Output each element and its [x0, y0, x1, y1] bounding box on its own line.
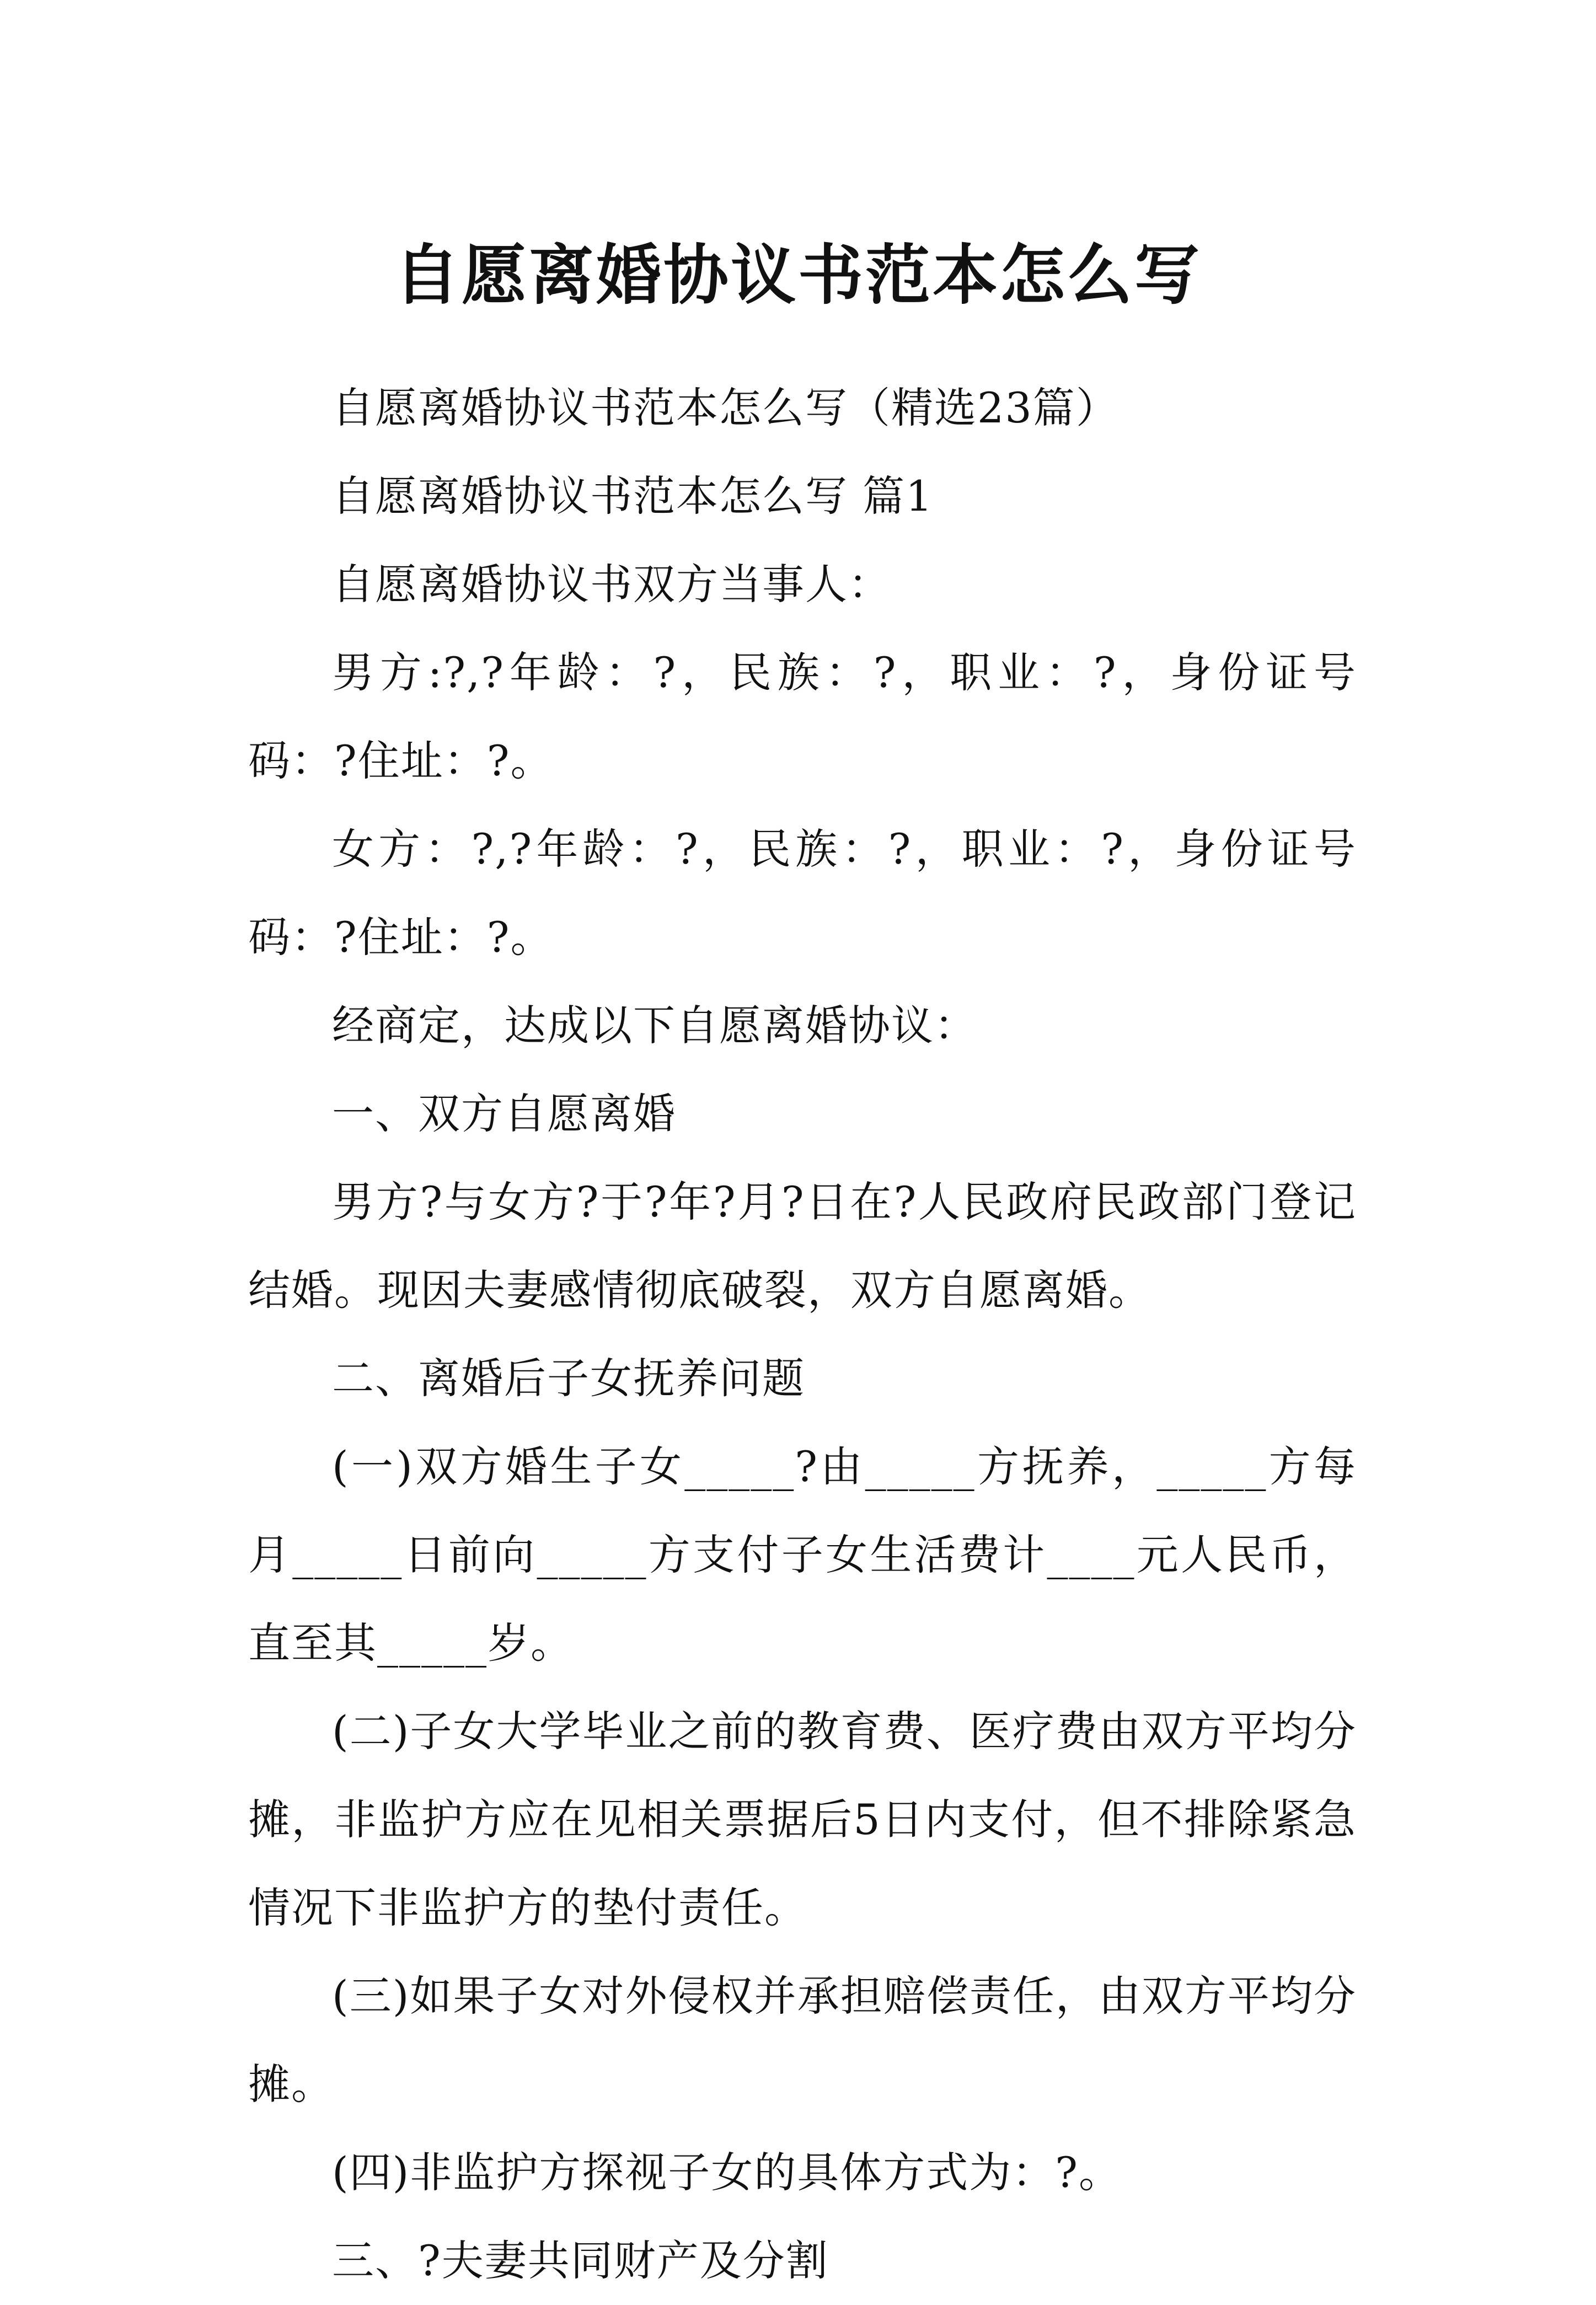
paragraph-parties-intro: 自愿离婚协议书双方当事人：	[332, 560, 891, 609]
clause-2-item-1: (一)双方婚生子女_____?由_____方抚养，_____方每月_____日前向_____方支付子女生活费计____元人民币，直至其_____岁。	[248, 1442, 1357, 1668]
document-body	[248, 364, 1357, 2305]
clause-2-item-4: (四)非监护方探视子女的具体方式为：?。	[332, 2148, 1122, 2197]
paragraph-subtitle: 自愿离婚协议书范本怎么写（精选23篇）	[332, 383, 1119, 432]
clause-2-item-2: (二)子女大学毕业之前的教育费、医疗费由双方平均分摊，非监护方应在见相关票据后5日内支付，但不排除紧急情况下非监护方的垫付责任。	[248, 1707, 1357, 1932]
paragraph-wife-info: 女方：?,?年龄：?，民族：?，职业：?，身份证号码：?住址：?。	[248, 824, 1357, 962]
clause-2-item-3: (三)如果子女对外侵权并承担赔偿责任，由双方平均分摊。	[248, 1971, 1357, 2109]
clause-3-heading: 三、?夫妻共同财产及分割	[332, 2236, 829, 2285]
document-title: 自愿离婚协议书范本怎么写	[394, 237, 1202, 314]
clause-1-heading: 一、双方自愿离婚	[332, 1089, 676, 1138]
paragraph-agreement-intro: 经商定，达成以下自愿离婚协议：	[332, 1001, 977, 1050]
paragraph-husband-info: 男方:?,?年龄：?，民族：?，职业：?，身份证号码：?住址：?。	[248, 648, 1357, 785]
paragraph-section-heading: 自愿离婚协议书范本怎么写 篇1	[332, 471, 934, 521]
clause-2-heading: 二、离婚后子女抚养问题	[332, 1354, 805, 1403]
clause-1-text: 男方?与女方?于?年?月?日在?人民政府民政部门登记结婚。现因夫妻感情彻底破裂，双方自愿离婚。	[248, 1177, 1357, 1315]
